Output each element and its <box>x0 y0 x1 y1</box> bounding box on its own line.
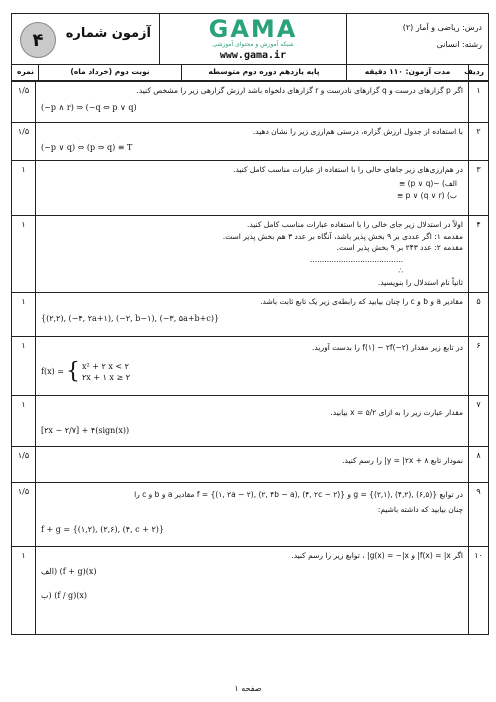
question-number: ۱ <box>468 82 488 122</box>
case-2: ۲x + ۱ x ≥ ۲ <box>81 373 131 382</box>
score-label: نمره <box>17 67 34 76</box>
question-number: ۶ <box>468 337 488 395</box>
page-footer: صفحه ۱ <box>234 684 262 693</box>
question-text: نمودار تابع y = |۲x + ۸| را رسم کنید. <box>342 456 463 465</box>
website-link[interactable]: www.gama.ir <box>219 50 287 61</box>
part-a: الف) ~(p ∨ q) ≡ <box>398 179 457 188</box>
question-formula: f + g = {(۱,۲), (۲,۶), (۴, c + ۲)} <box>41 525 164 534</box>
question-number: ۷ <box>468 396 488 446</box>
question-score: ۱ <box>12 293 36 336</box>
info-bar <box>11 65 489 81</box>
question-text: در هم‌ارزی‌های زیر جاهای خالی را با استفاده از عبارات مناسب کامل کنید. <box>233 165 463 174</box>
question-formula: (~p ∨ q) ⇔ (p ⇒ q) ≡ T <box>41 143 133 152</box>
question-row <box>12 292 488 336</box>
question-number: ۴ <box>468 216 488 292</box>
question-number: ۹ <box>468 483 488 546</box>
question-formula: {(۲,۲), (−۴, ۲a+۱), (−۲, b−۱), (−۳, ۵a+b+c)} <box>41 314 220 323</box>
logo-tagline: شبکه آموزش و محتوای آموزشی <box>212 41 294 48</box>
question-row <box>12 395 488 446</box>
function-lhs: f(x) = <box>41 367 64 376</box>
question-text: مقادیر a و b و c را چنان بیابید که رابطه‌ی زیر یک تابع ثابت باشد. <box>260 297 463 306</box>
question-text: مقدار عبارت زیر را به ازای x = ۵/۲ بیابید. <box>330 408 463 417</box>
course-label: درس: ریاضی و آمار (۲) <box>402 23 482 32</box>
duration: مدت آزمون: ۱۱۰ دقیقه <box>346 65 468 80</box>
question-row <box>12 482 488 546</box>
question-number: ۸ <box>468 447 488 482</box>
question-row <box>12 446 488 482</box>
question-row <box>12 81 488 122</box>
question-number: ۲ <box>468 123 488 160</box>
question-score: ۱/۵ <box>12 82 36 122</box>
question-score: ۱/۵ <box>12 123 36 160</box>
piecewise-function <box>41 361 463 383</box>
question-text: اگر f(x) = |x| و g(x) = −|x| ، توابع زیر را رسم کنید. <box>291 551 463 560</box>
question-score: ۱ <box>12 337 36 395</box>
question-row <box>12 215 488 292</box>
question-subtext: ثانیاً نام استدلال را بنویسید. <box>377 277 463 287</box>
part-b: ب) (f / g)(x) <box>41 591 88 600</box>
premise-1: مقدمه ۱: اگر عددی بر ۹ بخش پذیر باشد، آنگاه بر عدد ۳ هم بخش پذیر است. <box>222 231 463 241</box>
questions-table <box>11 81 489 635</box>
question-number: ۱۰ <box>468 547 488 634</box>
logo-block <box>160 14 346 64</box>
premise-2: مقدمه ۲: عدد ۲۴۳ بر ۹ بخش پذیر است. <box>336 243 463 252</box>
question-text: در توابع g = {(۲,۱), (۴,۲), (۶,۵)} و f = {(۱, ۲a − ۲), (۲, ۴b − a), (۴, ۲c − ۲)} مقادیر a و b و c را <box>134 490 463 499</box>
question-formula: (~p ∧ r) ⇒ (~q ⇔ p ∨ q) <box>41 103 137 112</box>
question-score: ۱ <box>12 396 36 446</box>
question-score: ۱/۵ <box>12 483 36 546</box>
question-score: ۱ <box>12 547 36 634</box>
part-a: الف) (f + g)(x) <box>41 567 97 576</box>
exam-number-block <box>12 14 160 64</box>
question-number: ۵ <box>468 293 488 336</box>
question-row <box>12 160 488 215</box>
question-score: ۱ <box>12 216 36 292</box>
question-text: با استفاده از جدول ارزش گزاره، درستی هم‌ارزی زیر را نشان دهید. <box>252 127 463 136</box>
course-info <box>346 14 488 64</box>
question-subtext: چنان بیابید که داشته باشیم: <box>377 505 463 514</box>
field-label: رشته: انسانی <box>436 40 482 49</box>
question-number: ۳ <box>468 161 488 215</box>
part-b: ب) p ∨ (q ∨ r) ≡ <box>396 191 457 200</box>
question-row <box>12 336 488 395</box>
brace-icon: { <box>65 359 80 384</box>
exam-number-badge: ۴ <box>20 22 56 58</box>
question-text: اولاً در استدلال زیر جای خالی را با استفاده عبارات مناسب کامل کنید. <box>247 220 463 229</box>
row-label: ردیف <box>468 65 488 80</box>
exam-header <box>11 13 489 65</box>
question-score: ۱/۵ <box>12 447 36 482</box>
question-text: اگر p گزارهای درست و q گزارهای نادرست و r گزارهای دلخواه باشد ارزش گزارهی زیر را مشخص کنید. <box>136 86 463 95</box>
session: نوبت دوم (خرداد ماه) <box>38 65 181 80</box>
gama-logo: GAMA <box>208 15 298 43</box>
question-formula: [۲x − ۲/۷] + ۴(sign(x)) <box>41 426 130 435</box>
grade: پایه یازدهم دوره دوم متوسطه <box>181 65 346 80</box>
question-row <box>12 546 488 634</box>
blank-line: ....................................... <box>310 254 403 264</box>
exam-title: آزمون شماره <box>65 26 151 41</box>
question-row <box>12 122 488 160</box>
case-1: x² + ۲ x < ۲ <box>81 362 129 371</box>
question-score: ۱ <box>12 161 36 215</box>
therefore-symbol: ∴ <box>398 266 403 275</box>
question-text: در تابع زیر مقدار f(۱) − ۲f(−۲) را بدست آورید. <box>312 343 463 352</box>
